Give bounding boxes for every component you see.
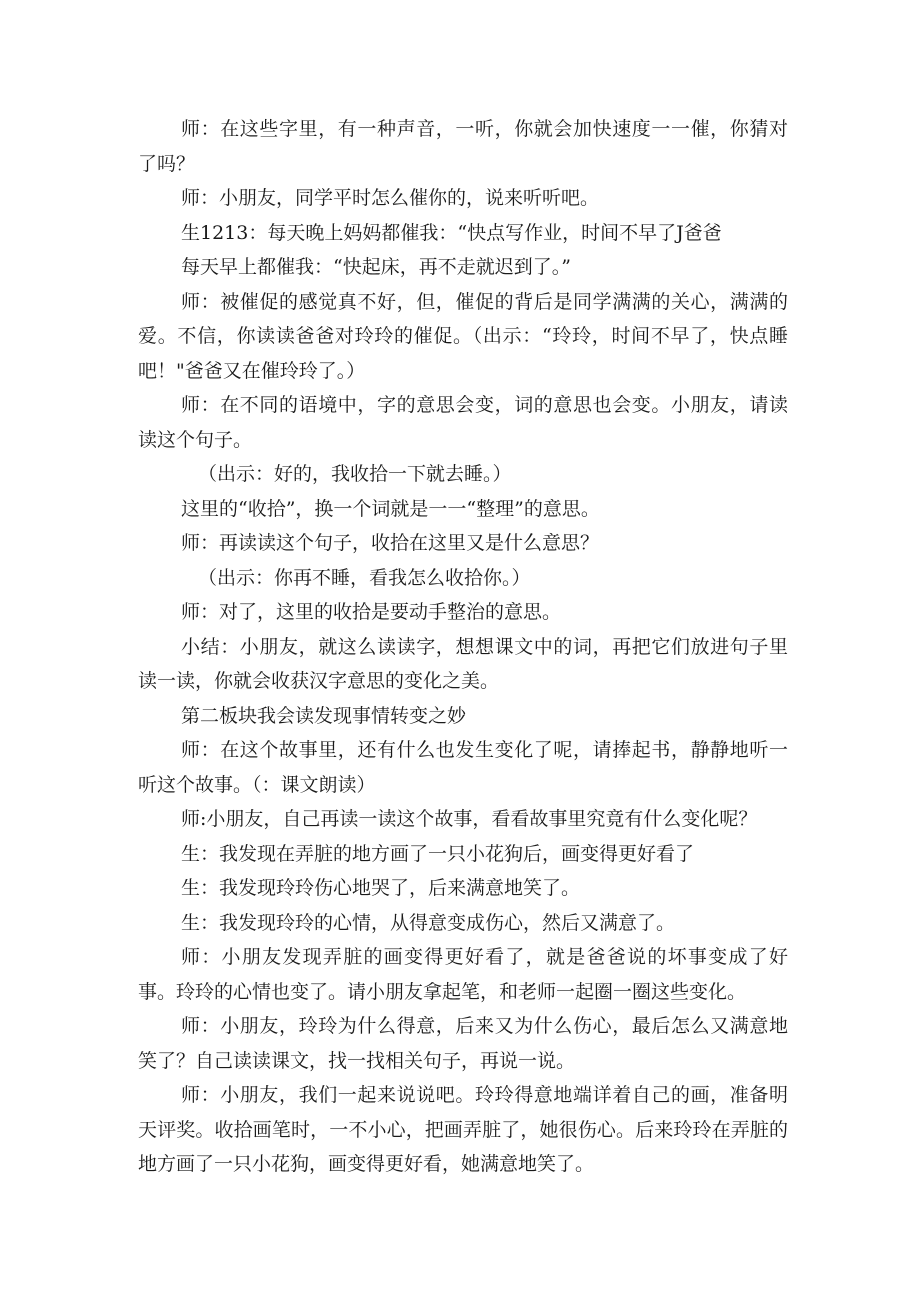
paragraph-7: （出示：好的，我收拾一下就去睡。） xyxy=(198,463,512,485)
paragraph-8: 这里的“收拾”，换一个词就是一一“整理”的意思。 xyxy=(181,497,600,520)
paragraph-17: 生：我发现玲玲伤心地哭了，后来满意地笑了。 xyxy=(181,877,581,899)
paragraph-9: 师：再读读这个句子，收拾在这里又是什么意思？ xyxy=(181,532,600,554)
paragraph-6: 师：在不同的语境中，字的意思会变，词的意思也会变。小朋友，请读读这个句子。 xyxy=(138,394,788,451)
paragraph-2: 师：小朋友，同学平时怎么催你的，说来听听吧。 xyxy=(181,187,600,209)
paragraph-10: （出示：你再不睡，看我怎么收拾你。） xyxy=(198,566,531,589)
paragraph-20: 师：小朋友，玲玲为什么得意，后来又为什么伤心，最后怎么又满意地笑了？自己读读课文，找一找相关句子，再说一说。 xyxy=(138,1015,788,1072)
paragraph-15: 师:小朋友，自己再读一读这个故事，看看故事里究竟有什么变化呢？ xyxy=(181,808,758,830)
paragraph-21: 师：小朋友，我们一起来说说吧。玲玲得意地端详着自己的画，准备明天评奖。收拾画笔时，一不小心，把画弄脏了，她很伤心。后来玲玲在弄脏的地方画了一只小花狗，画变得更好看，她满意地笑了。 xyxy=(138,1084,788,1175)
paragraph-11: 师：对了，这里的收拾是要动手整治的意思。 xyxy=(181,601,562,623)
paragraph-5: 师：被催促的感觉真不好，但，催促的背后是同学满满的关心，满满的爱。不信，你读读爸爸对玲玲的催促。（出示：“玲玲，时间不早了，快点睡吧！"爸爸又在催玲玲了。） xyxy=(138,290,788,382)
paragraph-3: 生1213：每天晚上妈妈都催我：“快点写作业，时间不早了J爸爸 xyxy=(181,221,722,244)
paragraph-4: 每天早上都催我：“快起床，再不走就迟到了。” xyxy=(181,256,571,278)
paragraph-18: 生：我发现玲玲的心情，从得意变成伤心，然后又满意了。 xyxy=(181,911,676,934)
paragraph-19: 师：小朋友发现弄脏的画变得更好看了，就是爸爸说的坏事变成了好事。玲玲的心情也变了。请小朋友拿起笔，和老师一起圈一圈这些变化。 xyxy=(138,946,788,1003)
document-body xyxy=(138,112,788,1182)
paragraph-16: 生：我发现在弄脏的地方画了一只小花狗后，画变得更好看了 xyxy=(181,842,695,865)
paragraph-1: 师：在这些字里，有一种声音，一听，你就会加快速度一一催，你猜对了吗？ xyxy=(138,118,788,175)
paragraph-14: 师：在这个故事里，还有什么也发生变化了呢，请捧起书，静静地听一听这个故事。（：课文朗读） xyxy=(138,739,788,796)
paragraph-12: 小结：小朋友，就这么读读字，想想课文中的词，再把它们放进句子里读一读，你就会收获汉字意思的变化之美。 xyxy=(138,635,788,692)
section-heading: 第二板块我会读发现事情转变之妙 xyxy=(181,704,467,727)
